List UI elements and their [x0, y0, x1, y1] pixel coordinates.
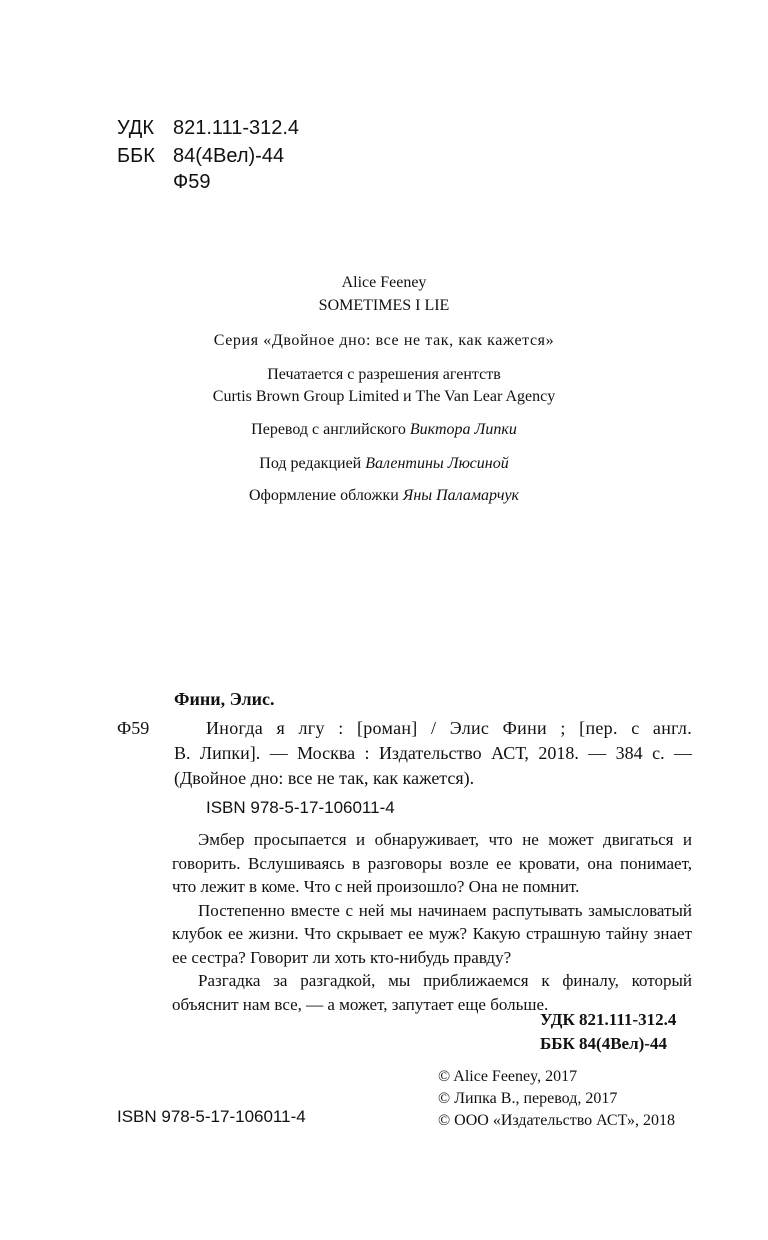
original-title: SOMETIMES I LIE [318, 297, 450, 314]
annotation-paragraph-2: Постепенно вместе с ней мы начинаем распутывать замысловатый клубок ее жизни. Что скрывает ее муж? Какую страшную тайну знает ее сестра? Говорит ли хоть кто-нибудь правду? [172, 900, 692, 967]
rights-line-1: Печатается с разрешения агентств [267, 366, 501, 383]
bib-line-2: В. Липки]. — Москва : Издательство АСТ, 2018. — 384 с. — [174, 743, 692, 763]
translator-line [0, 421, 768, 439]
bib-author-mark: Ф59 [117, 718, 150, 738]
bib-line-1: Иногда я лгу : [роман] / Элис Фини ; [пер. с англ. [206, 718, 692, 738]
editor-line [0, 455, 768, 473]
annotation-paragraph-3: Разгадка за разгадкой, мы приближаемся к финалу, который объяснит нам все, — а может, запутает еще больше. [172, 971, 692, 1014]
bbk-line [117, 145, 284, 168]
bbk-value: 84(4Вел)-44 [173, 145, 285, 167]
bib-line-3: (Двойное дно: все не так, как кажется). [174, 768, 475, 788]
cover-prefix: Оформление обложки [248, 487, 403, 504]
cover-designer-name: Яны Паламарчук [402, 487, 520, 504]
original-author: Alice Feeney [341, 274, 427, 291]
editor-prefix: Под редакцией [259, 455, 366, 472]
cover-line [0, 487, 768, 505]
copyright-3: © ООО «Издательство АСТ», 2018 [438, 1112, 675, 1129]
udk-line [117, 117, 299, 140]
footer-isbn: ISBN 978-5-17-106011-4 [117, 1107, 306, 1126]
udk-value: 821.111-312.4 [173, 117, 300, 139]
udk-label: УДК [117, 117, 155, 139]
editor-name: Валентины Люсиной [365, 455, 509, 472]
bottom-bbk: ББК 84(4Вел)-44 [540, 1034, 667, 1053]
bib-heading: Фини, Элис. [174, 689, 275, 709]
annotation [172, 828, 692, 1016]
rights-line-2: Curtis Brown Group Limited и The Van Lear Agency [212, 388, 556, 405]
translator-name: Виктора Липки [409, 421, 517, 438]
bbk-label: ББК [117, 145, 155, 167]
bottom-udk: УДК 821.111-312.4 [540, 1010, 677, 1029]
bib-isbn: ISBN 978-5-17-106011-4 [206, 798, 395, 817]
copyright-2: © Липка В., перевод, 2017 [438, 1090, 618, 1107]
annotation-paragraph-1: Эмбер просыпается и обнаруживает, что не может двигаться и говорить. Вслушиваясь в разговоры возле ее кровати, она понимает, что лежит в коме. Что с ней произошло? Она не помнит. [172, 830, 692, 896]
copyright-1: © Alice Feeney, 2017 [438, 1068, 578, 1085]
series-line: Серия «Двойное дно: все не так, как кажется» [213, 332, 555, 349]
translator-prefix: Перевод с английского [251, 421, 410, 438]
author-mark: Ф59 [173, 171, 211, 193]
